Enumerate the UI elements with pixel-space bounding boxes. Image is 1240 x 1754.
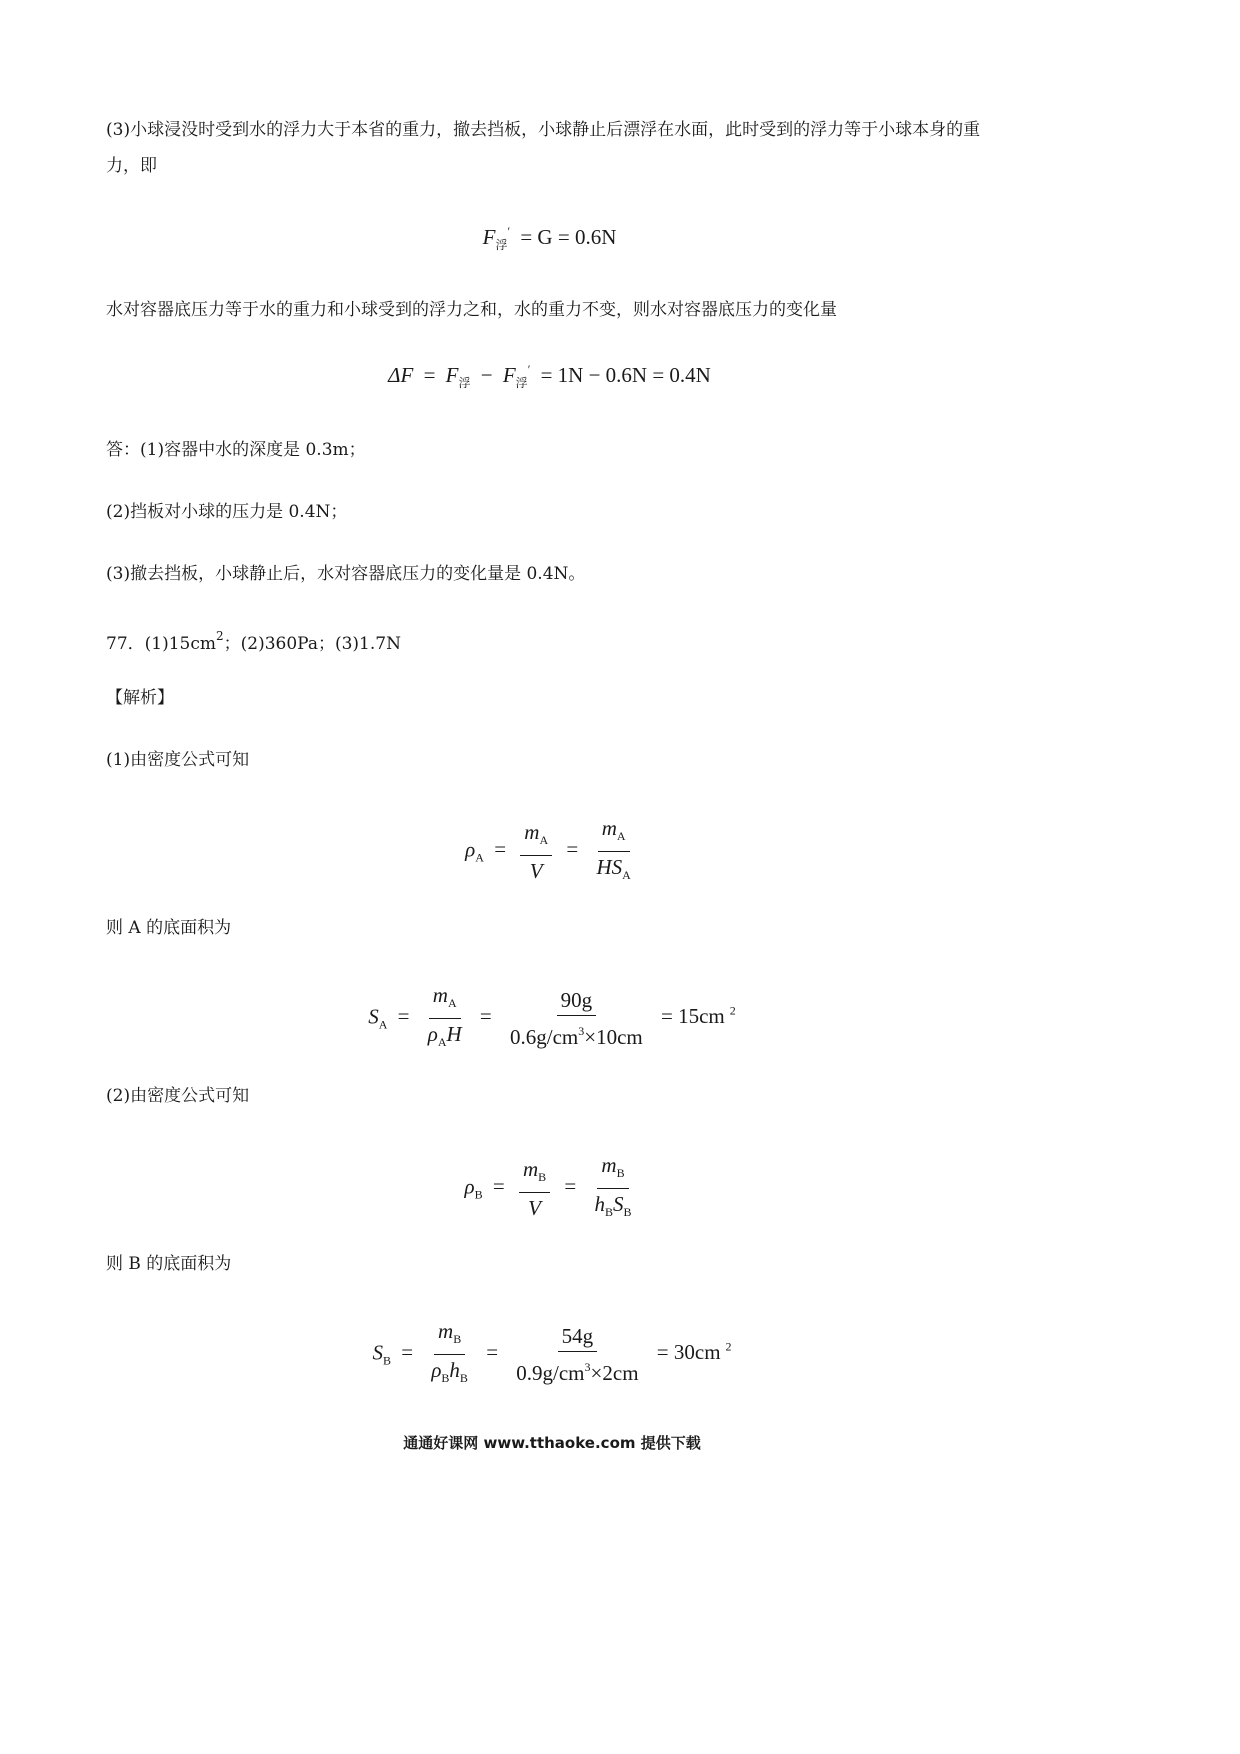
- step-area-b: 则 B 的底面积为: [106, 1254, 232, 1274]
- answer-line-1: 答：(1)容器中水的深度是 0.3m；: [106, 440, 366, 460]
- answer-line-2: (2)挡板对小球的压力是 0.4N；: [106, 502, 348, 522]
- equation-density-b: $\rho_B$ = $\frac{m_B}{V}$ = $\frac{m_B}{h_BS_B}$: [0, 1152, 1104, 1225]
- fraction-numeric-a: $\frac{90g}{0.6g/cm^3\times 10cm}$: [510, 988, 643, 1049]
- page-footer: 通通好课网 www.tthaoke.com 提供下载: [403, 1434, 701, 1452]
- step-density-formula-a: (1)由密度公式可知: [106, 750, 250, 770]
- question-77-answers: 77．$(1)15cm^2$；(2)360Pa；(3)1.7N: [106, 629, 401, 654]
- analysis-heading: 【解析】: [106, 688, 174, 708]
- fraction-numeric-b: $\frac{54g}{0.9g/cm^3\times 2cm}$: [516, 1324, 639, 1385]
- step-density-formula-b: (2)由密度公式可知: [106, 1086, 250, 1106]
- equation-delta-force: $\Delta F = F_浮 - F_浮' = 1N - 0.6N = 0.4N$: [388, 362, 711, 390]
- fraction-mb-over-rho-h: $\frac{m_B}{\rho_Bh_B}$: [431, 1319, 468, 1385]
- fraction-mb-over-hs: $\frac{m_B}{h_BS_B}$: [594, 1153, 632, 1219]
- equation-density-a: $\rho_A$ = $\frac{m_A}{V}$ = $\frac{m_A}{HS_A}$: [0, 815, 1104, 888]
- equation-area-b: $S_B$ = $\frac{m_B}{\rho_Bh_B}$ = $\frac{54g}{0.9g/cm^3\times 2cm}$ = 30cm $^2$: [0, 1318, 1104, 1391]
- equation-area-a: $S_A$ = $\frac{m_A}{\rho_AH}$ = $\frac{90g}{0.6g/cm^3\times 10cm}$ = 15cm $^2$: [0, 982, 1104, 1055]
- fraction-m-over-v: $\frac{m_A}{V}$: [520, 819, 552, 884]
- step-area-a: 则 A 的底面积为: [106, 918, 232, 938]
- paragraph-buoyancy-intro: (3)小球浸没时受到水的浮力大于本省的重力，撤去挡板，小球静止后漂浮在水面，此时受到的浮力等于小球本身的重力，即: [106, 120, 981, 176]
- answer-line-3: (3)撤去挡板，小球静止后，水对容器底压力的变化量是 0.4N。: [106, 564, 586, 584]
- equation-buoyant-force: $F_浮' = G = 0.6N$: [482, 224, 617, 252]
- fraction-m-over-rho-h: $\frac{m_A}{\rho_AH}$: [427, 983, 462, 1049]
- fraction-mb-over-v: $\frac{m_B}{V}$: [519, 1156, 550, 1221]
- fraction-m-over-hs: $\frac{m_A}{HS_A}$: [596, 816, 631, 882]
- paragraph-pressure-change: 水对容器底压力等于水的重力和小球受到的浮力之和，水的重力不变，则水对容器底压力的变化量: [106, 300, 837, 320]
